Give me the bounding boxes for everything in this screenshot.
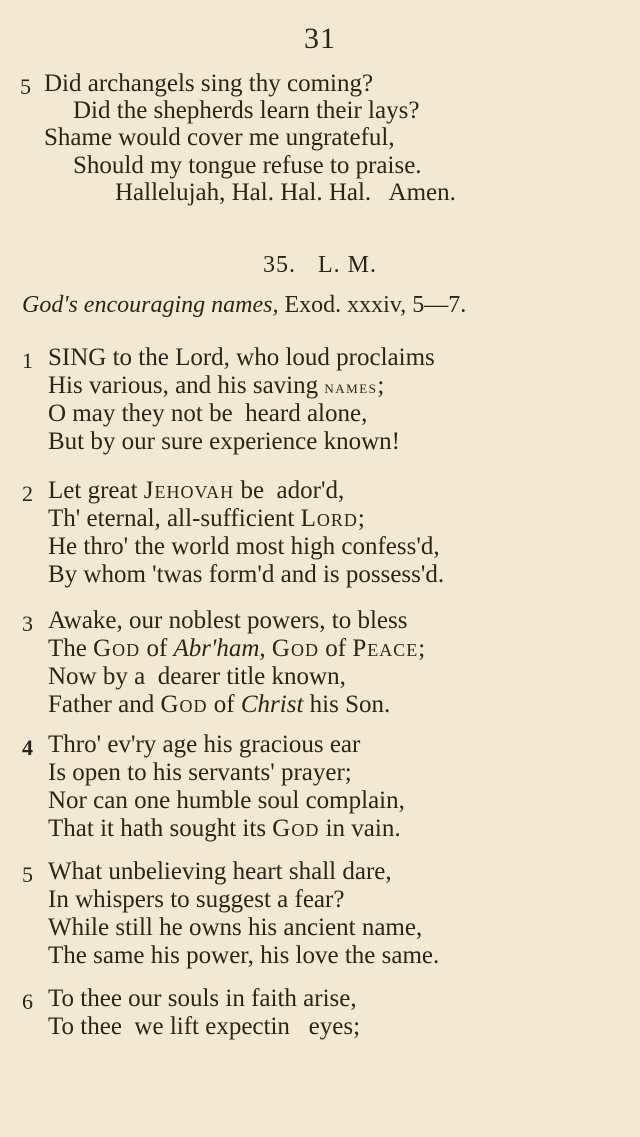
verse-number: 3 [22, 611, 33, 636]
verse-line: Thro' ev'ry age his gracious ear [48, 731, 361, 758]
verse-line-text: That it hath sought its [48, 815, 273, 842]
hymn-number: 35. [263, 252, 296, 278]
verse-line-smallcaps: God [271, 635, 319, 662]
verse-line: By whom 'twas form'd and is possess'd. [48, 561, 445, 588]
verse-line-smallcaps: Jehovah [143, 477, 235, 504]
verse-number: 2 [22, 481, 33, 506]
verse-line-smallcaps: God [272, 815, 320, 842]
verse-line: What unbelieving heart shall dare, [48, 858, 392, 885]
hymn-meter: L. M. [318, 252, 377, 278]
hymn-subtitle-reference: Exod. xxxiv, 5—7. [284, 292, 467, 318]
verse-line-italic: Christ [240, 691, 304, 718]
verse-line: Should my tongue refuse to praise. [73, 152, 422, 179]
verse-line-text: The [48, 635, 94, 662]
verse-line-text: ; [377, 372, 385, 399]
verse-number: 1 [22, 348, 33, 373]
verse-line-text: in vain. [319, 815, 401, 842]
verse-line [48, 477, 344, 505]
verse-line: Did archangels sing thy coming? [44, 70, 374, 97]
verse-line-smallcaps: God [160, 691, 208, 718]
verse-line-text: , [259, 635, 272, 662]
verse-line: In whispers to suggest a fear? [48, 886, 345, 913]
verse-line: Hallelujah, Hal. Hal. Hal. Amen. [115, 179, 456, 206]
verse-line [48, 505, 365, 533]
verse-line-text: ; [357, 505, 365, 532]
verse-line: To thee our souls in faith arise, [48, 985, 357, 1012]
verse-line-smallcaps: God [93, 635, 141, 662]
verse-line-italic: Abr'ham [173, 635, 260, 662]
verse-line: Awake, our noblest powers, to bless [48, 607, 408, 634]
verse-line: He thro' the world most high confess'd, [48, 533, 440, 560]
verse-line: To thee we lift expectin eyes; [48, 1013, 361, 1040]
hymn-subtitle [22, 292, 466, 319]
verse-line-text: be ador'd, [234, 477, 345, 504]
verse-line-text: ; [418, 635, 426, 662]
verse-number: 5 [22, 862, 33, 887]
verse-line-text: His various, and his saving [48, 372, 325, 399]
verse-line-smallcaps: Lord [300, 505, 358, 532]
verse-line-text: of [140, 635, 174, 662]
verse-number: 5 [20, 74, 31, 99]
verse-line: While still he owns his ancient name, [48, 914, 423, 941]
verse-line: But by our sure experience known! [48, 428, 400, 455]
page-number: 31 [304, 22, 336, 55]
verse-line [48, 372, 384, 402]
verse-line: SING to the Lord, who loud proclaims [48, 344, 435, 371]
verse-line: The same his power, his love the same. [48, 942, 440, 969]
verse-line-text: Let great [48, 477, 144, 504]
verse-line-text: his Son. [303, 691, 391, 718]
verse-line [48, 691, 390, 719]
verse-line: Nor can one humble soul complain, [48, 787, 405, 814]
verse-line-smallcaps: names [324, 377, 378, 398]
verse-line [48, 815, 401, 843]
verse-line [48, 635, 425, 663]
verse-line-smallcaps: Peace [352, 635, 419, 662]
hymn-heading [0, 252, 640, 279]
verse-line: Is open to his servants' prayer; [48, 759, 352, 786]
verse-line: Shame would cover me ungrateful, [44, 124, 395, 151]
verse-line-text: of [207, 691, 241, 718]
hymn-subtitle-title: God's encouraging names, [22, 292, 279, 318]
verse-line: O may they not be heard alone, [48, 400, 368, 427]
verse-number: 6 [22, 989, 33, 1014]
verse-line: Now by a dearer title known, [48, 663, 346, 690]
verse-line-text: of [318, 635, 353, 662]
verse-number: 4 [22, 735, 33, 760]
verse-line: Did the shepherds learn their lays? [73, 97, 420, 124]
verse-line-text: Th' eternal, all-sufficient [48, 505, 301, 532]
verse-line-text: Father and [48, 691, 161, 718]
